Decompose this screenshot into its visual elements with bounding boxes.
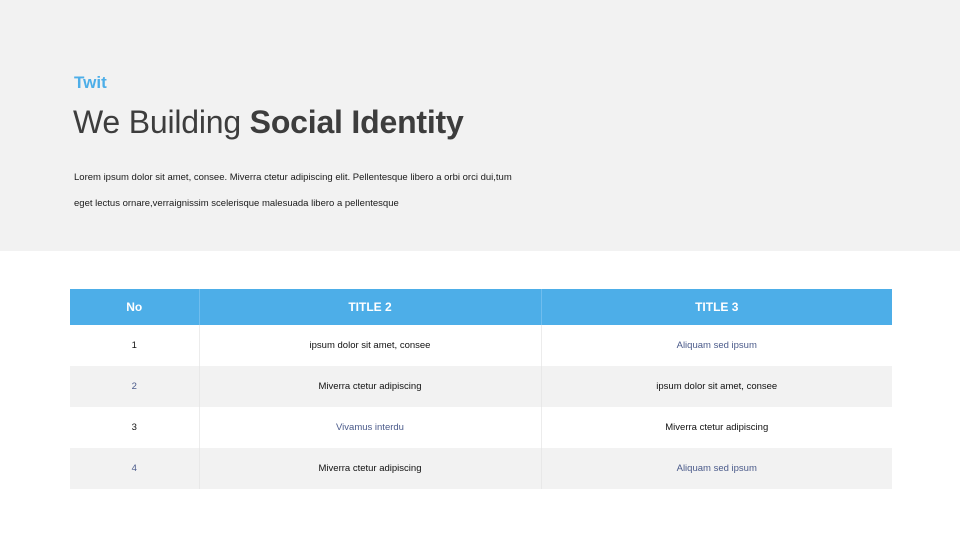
table-cell: Aliquam sed ipsum [541,325,892,366]
intro-paragraph [74,165,544,217]
header-band [0,0,960,251]
data-table [70,289,892,489]
table-cell-no: 1 [70,325,199,366]
column-header-title-2: TITLE 2 [199,289,541,325]
table-row [70,325,892,366]
table-row [70,407,892,448]
intro-line-1: Lorem ipsum dolor sit amet, consee. Miverra ctetur adipiscing elit. Pellentesque libero a orbi orci dui,tum [74,172,512,183]
table-cell: ipsum dolor sit amet, consee [541,366,892,407]
page-title [73,104,464,141]
intro-line-2: eget lectus ornare,verraignissim scelerisque malesuada libero a pellentesque [74,198,399,209]
table-cell: Miverra ctetur adipiscing [199,448,541,489]
column-header-title-3: TITLE 3 [541,289,892,325]
table-cell: ipsum dolor sit amet, consee [199,325,541,366]
table-cell-no: 3 [70,407,199,448]
table-cell: Miverra ctetur adipiscing [541,407,892,448]
table-cell-no: 2 [70,366,199,407]
table-cell: Aliquam sed ipsum [541,448,892,489]
title-bold: Social Identity [249,104,464,140]
brand-kicker: Twit [74,73,107,92]
column-header-no: No [70,289,199,325]
table-cell: Miverra ctetur adipiscing [199,366,541,407]
title-light: We Building [73,104,250,140]
table-cell-no: 4 [70,448,199,489]
table-header-row [70,289,892,325]
table-row [70,366,892,407]
table-row [70,448,892,489]
table-cell: Vivamus interdu [199,407,541,448]
